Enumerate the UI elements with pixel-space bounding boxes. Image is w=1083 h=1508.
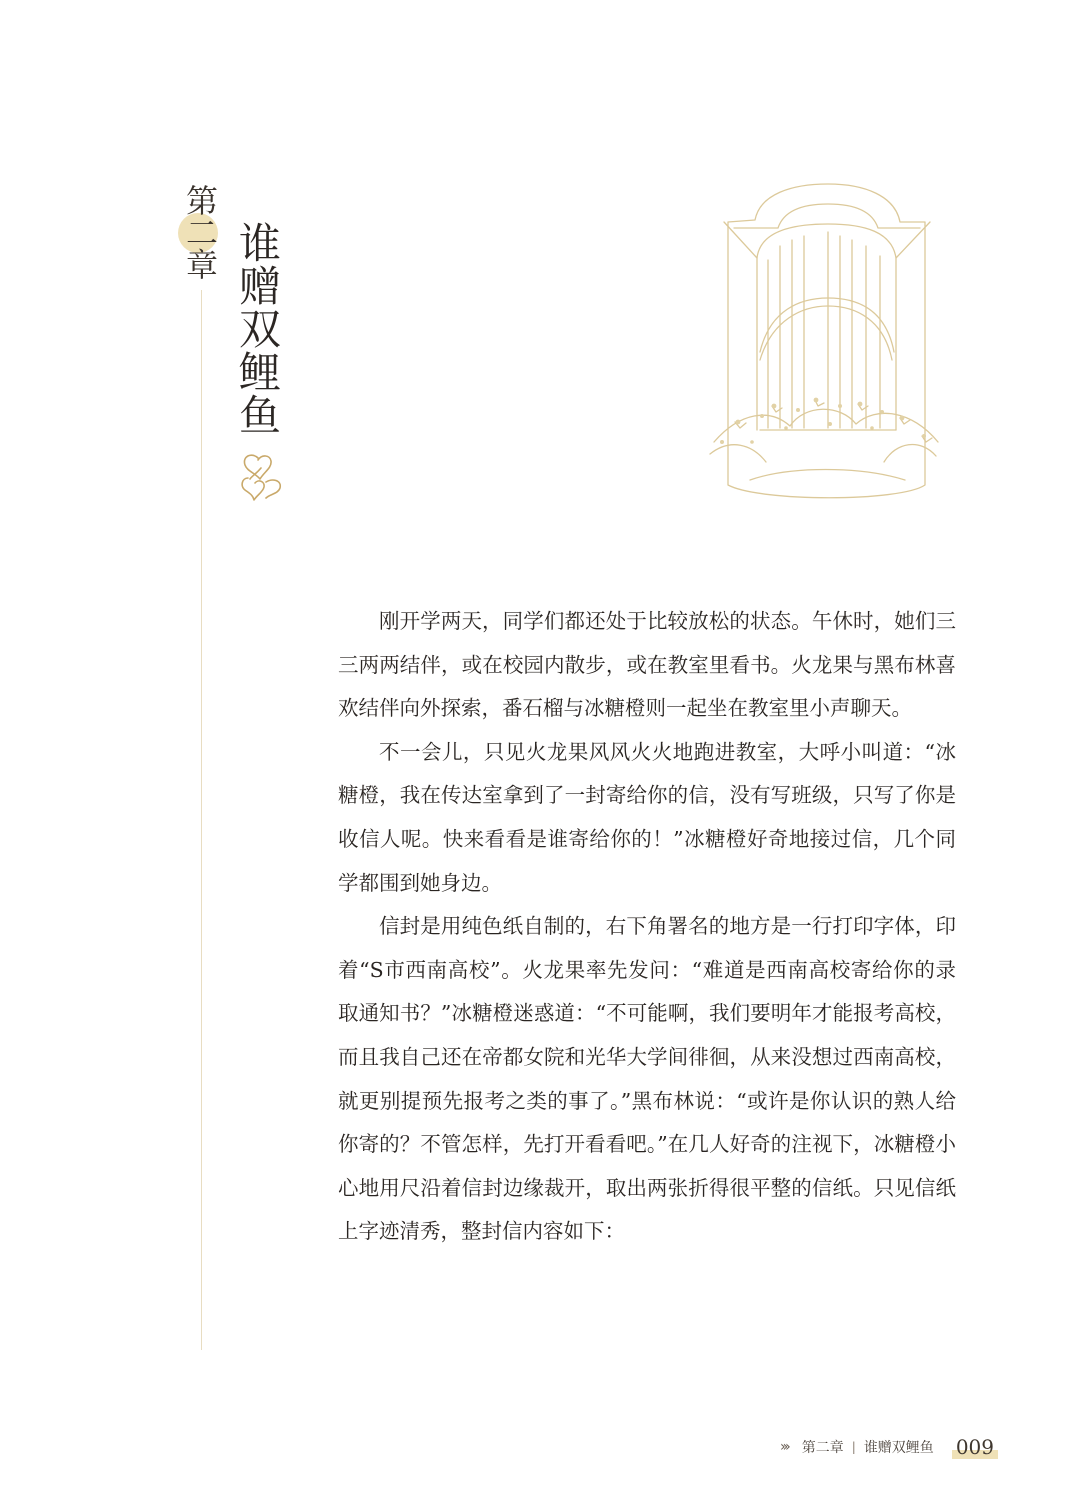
chevron-icon: ›››: [779, 1439, 788, 1455]
chapter-number-char: 章: [185, 246, 218, 284]
paragraph: 刚开学两天，同学们都还处于比较放松的状态。午休时，她们三三两两结伴，或在校园内散步，或在教室里看书。火龙果与黑布林喜欢结伴向外探索，番石榴与冰糖橙则一起坐在教室里小声聊天。: [338, 609, 956, 721]
chapter-title-char: 鱼: [238, 391, 281, 440]
running-footer: [780, 1432, 998, 1462]
window-illustration: [700, 180, 950, 510]
chapter-title: [236, 219, 284, 440]
vertical-rule: [201, 290, 202, 1350]
paragraph: 信封是用纯色纸自制的，右下角署名的地方是一行打印字体，印着“S市西南高校”。火龙果率先发问：“难道是西南高校寄给你的录取通知书？”冰糖橙迷惑道：“不可能啊，我们要明年才能报考高校，而且我自己还在帝都女院和光华大学间徘徊，从来没想过西南高校，就更别提预先报考之类的事了。”黑布林说：“或许是你认识的熟人给你寄的？不管怎样，先打开看看吧。”在几人好奇的注视下，冰糖橙小心地用尺沿着信封边缘裁开，取出两张折得很平整的信纸。只见信纸上字迹清秀，整封信内容如下：: [338, 914, 956, 1244]
footer-chapter-title: 谁赠双鲤鱼: [863, 1440, 934, 1456]
chapter-number-char: 第: [185, 182, 218, 220]
footer-chapter-label: 第二章: [801, 1440, 844, 1456]
chapter-title-char: 赠: [238, 262, 281, 311]
heart-ornament-icon: [236, 448, 292, 504]
body-text: [338, 600, 956, 1254]
chapter-number-char: 二: [185, 214, 218, 252]
chapter-number: [182, 182, 222, 284]
chapter-title-char: 双: [238, 305, 281, 354]
chapter-title-char: 谁: [238, 219, 281, 268]
footer-separator: |: [851, 1440, 856, 1454]
chapter-title-char: 鲤: [238, 348, 281, 397]
paragraph: 不一会儿，只见火龙果风风火火地跑进教室，大呼小叫道：“冰糖橙，我在传达室拿到了一封寄给你的信，没有写班级，只写了你是收信人呢。快来看看是谁寄给你的！”冰糖橙好奇地接过信，几个同学都围到她身边。: [338, 739, 956, 895]
page-number: 009: [952, 1435, 998, 1459]
